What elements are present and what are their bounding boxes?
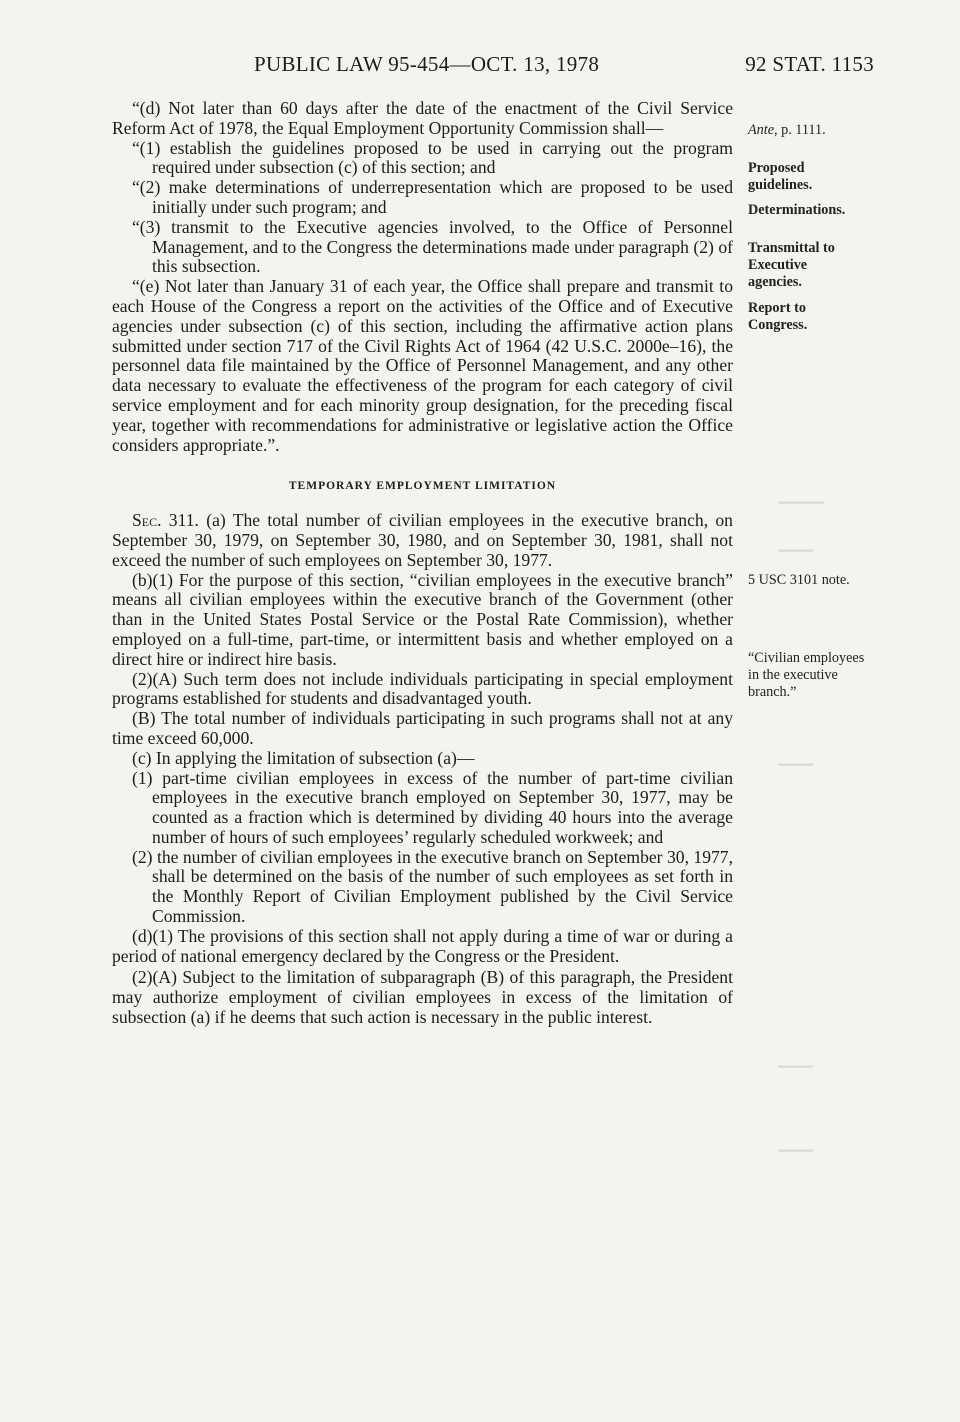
section-311-b2a: (2)(A) Such term does not include individuals participating in special employment programs established for students and disadvantaged youth.: [112, 668, 733, 709]
section-311-b1: (b)(1) For the purpose of this section, “civilian employees in the executive branch” means all civilian employees within the executive branch of the Government (other than in the United States Postal Service or the Postal Rate Commission), whether employed on a full-time, part-time, or intermittent basis and whether employed on a direct hire or indirect hire basis.: [112, 569, 733, 669]
bleed-through-mark: ▁▁▁: [778, 536, 813, 552]
section-311-b2b: (B) The total number of individuals participating in such programs shall not at any time exceed 60,000.: [112, 708, 733, 748]
section-311-c2: (2) the number of civilian employees in the executive branch on September 30, 1977, shall be determined on the basis of the number of such employees as set forth in the Monthly Report of Civilian Employment published by the Civil Service Commission.: [132, 846, 733, 927]
section-311-a: [112, 511, 733, 570]
bleed-through-mark: ▁▁▁▁: [778, 488, 825, 504]
running-head: PUBLIC LAW 95-454—OCT. 13, 1978: [254, 52, 600, 76]
subsection-e: “(e) Not later than January 31 of each year, the Office shall prepare and transmit to each House of the Congress a report on the activities of the Office and of Executive agencies under subsection (c) of this section, including the affirmative action plans submitted under section 717 of the Civil Rights Act of 1964 (42 U.S.C. 2000e–16), the personnel data file maintained by the Office of Personnel Management, and any other data necessary to evaluate the effectiveness of the program for each category of civil service employment and for each minority group designation, for the preceding fiscal year, together with recommendations for administrative or legislative action the Office considers appropriate.”.: [112, 276, 733, 455]
subsection-d-intro: “(d) Not later than 60 days after the date of the enactment of the Civil Service Reform Act of 1978, the Equal Employment Opportunity Commission shall—: [112, 98, 733, 138]
section-311-d1: (d)(1) The provisions of this section shall not apply during a time of war or during a period of national emergency declared by the Congress or the President.: [112, 925, 733, 966]
bleed-through-mark: ▁▁▁: [778, 1136, 813, 1152]
margin-note-civilian-definition: “Civilian employees in the executive branch.”: [748, 650, 865, 700]
margin-note-ante-italic: Ante,: [748, 122, 778, 138]
margin-note-usc: 5 USC 3101 note.: [748, 572, 850, 588]
subsection-d-item: “(1) establish the guidelines proposed to be used in carrying out the program required under subsection (c) of this section; and: [132, 137, 733, 178]
stat-reference: 92 STAT. 1153: [745, 52, 874, 76]
margin-note-report: Report to Congress.: [748, 300, 808, 333]
section-311-a-text: (a) The total number of civilian employees in the executive branch, on September 30, 1979, on September 30, 1980, and on September 30, 1981, shall not exceed the number of such employees on September 30, 1977.: [112, 510, 733, 570]
bleed-through-mark: ▁▁▁: [778, 750, 813, 766]
section-heading: TEMPORARY EMPLOYMENT LIMITATION: [288, 480, 557, 493]
section-311-c-intro: (c) In applying the limitation of subsection (a)—: [132, 747, 475, 768]
statute-body: [112, 99, 733, 1028]
margin-note-ante-page: p. 1111.: [781, 122, 826, 138]
section-311-d2a: (2)(A) Subject to the limitation of subparagraph (B) of this paragraph, the President may authorize employment of civilian employees in excess of the limitation of subsection (a) if he deems that such action is necessary in the public interest.: [112, 967, 733, 1028]
subsection-d-item: “(2) make determinations of underrepresentation which are proposed to be used initially under such program; and: [132, 177, 733, 217]
margin-note-determinations: Determinations.: [748, 202, 846, 218]
margin-note-proposed-guidelines: Proposed guidelines.: [748, 160, 813, 193]
section-311-c1: (1) part-time civilian employees in excess of the number of part-time civilian employees in the executive branch employed on September 30, 1977, may be counted as a fraction which is determined by dividing 40 hours into the average number of hours of such employees’ regularly scheduled workweek; and: [132, 767, 733, 847]
page-header: [112, 52, 874, 82]
margin-note-ante: [748, 122, 898, 139]
section-label: Sec. 311.: [132, 510, 199, 531]
subsection-d-item: “(3) transmit to the Executive agencies involved, to the Office of Personnel Management, and to the Congress the determinations made under paragraph (2) of this subsection.: [132, 216, 733, 277]
bleed-through-mark: ▁▁▁: [778, 1052, 813, 1068]
margin-note-transmittal: Transmittal to Executive agencies.: [748, 240, 835, 290]
